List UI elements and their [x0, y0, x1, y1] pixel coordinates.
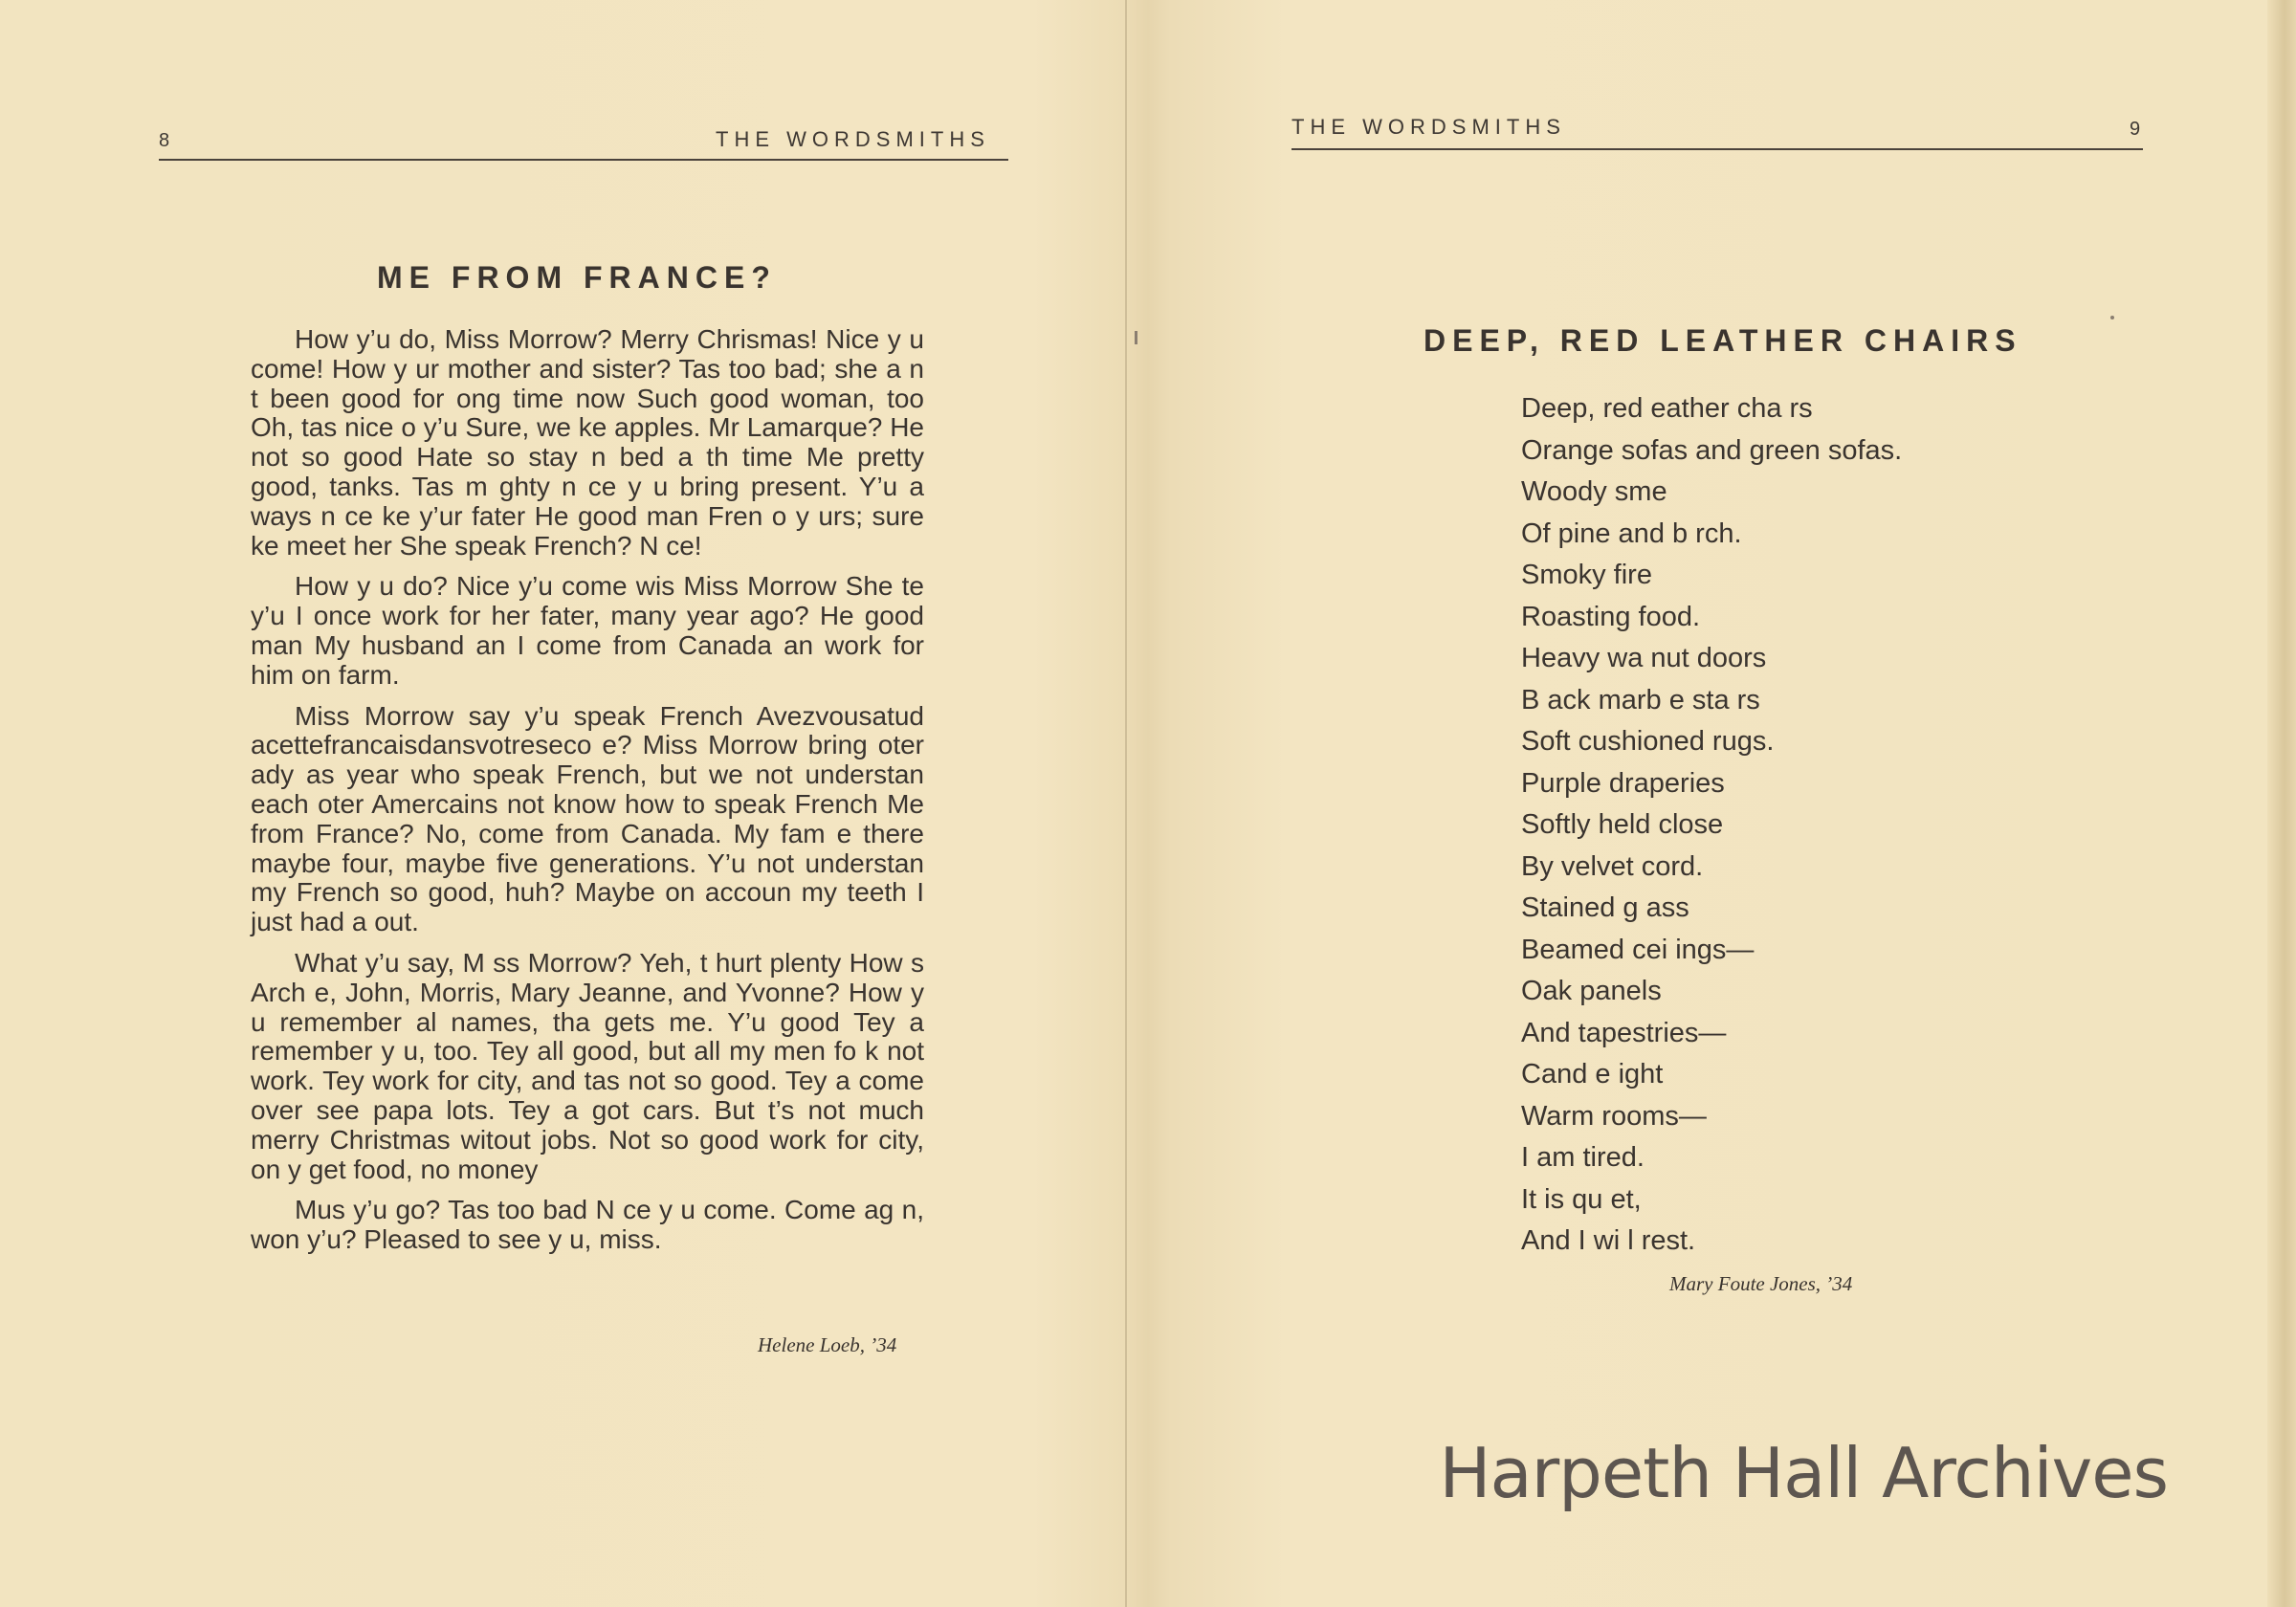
left-running-head: THE WORDSMITHS [716, 127, 990, 151]
left-header-rule [159, 159, 1008, 161]
right-running-head: THE WORDSMITHS [1292, 115, 1566, 139]
poem-line: Orange sofas and green sofas. [1521, 434, 1903, 466]
right-header-rule [1292, 148, 2143, 150]
right-signature: Mary Foute Jones, ’34 [1669, 1272, 1853, 1295]
prose-paragraph: How y’u do, Miss Morrow? Merry Chrismas! Nice y u come! How y ur mother and sister? Tas too bad; she a n t been good for ong time now Such good woman, too Oh, tas nice o y’u Sure, we ke apples. Mr Lamarque? He not so good Hate so stay n bed a th time Me pretty good, tanks. Tas m ghty n ce y u bring present. Y’u a ways n ce ke y’ur fater He good man Fren o y urs; sure ke meet her She speak French? N ce! [251, 324, 924, 561]
poem-line: It is qu et, [1521, 1183, 1642, 1215]
scan-speck [2110, 316, 2114, 319]
poem-line: Deep, red eather cha rs [1521, 393, 1813, 424]
poem-line: Heavy wa nut doors [1521, 643, 1767, 673]
poem-line: B ack marb e sta rs [1521, 684, 1760, 715]
left-piece-title: ME FROM FRANCE? [377, 260, 777, 295]
poem-line: Roasting food. [1521, 601, 1701, 632]
poem-line: I am tired. [1521, 1142, 1645, 1173]
poem-line: Oak panels [1521, 976, 1662, 1006]
prose-paragraph: Mus y’u go? Tas too bad N ce y u come. Come ag n, won y’u? Pleased to see y u, miss. [251, 1195, 924, 1255]
poem-line: Of pine and b rch. [1521, 517, 1742, 549]
prose-paragraph: Miss Morrow say y’u speak French Avezvousatud acettefrancaisdansvotreseco e? Miss Morrow bring oter ady as year who speak French, but we not understan each oter Amercains not know how to speak French Me from France? No, come from Canada. My fam e there maybe four, maybe five generations. Y’u not understan my French so good, huh? Maybe on accoun my teeth I just had a out. [251, 700, 924, 937]
scan-mark [1135, 331, 1137, 344]
right-page-number: 9 [2130, 119, 2142, 140]
poem-line: Soft cushioned rugs. [1521, 726, 1775, 757]
right-poem-title: DEEP, RED LEATHER CHAIRS [1424, 323, 2022, 358]
book-gutter [1125, 0, 1127, 1607]
poem-line: And tapestries— [1521, 1017, 1727, 1048]
left-signature: Helene Loeb, ’34 [758, 1333, 897, 1356]
prose-paragraph: How y u do? Nice y’u come wis Miss Morrow She te y’u I once work for her fater, many year ago? He good man My husband an I come from Canada an work for him on farm. [251, 571, 924, 690]
right-poem-body [1521, 388, 1980, 1263]
archive-watermark: Harpeth Hall Archives [1439, 1433, 2168, 1513]
poem-line: Purple draperies [1521, 767, 1725, 799]
page-edge [2267, 0, 2296, 1607]
left-prose-body [251, 325, 924, 1266]
left-page-number: 8 [159, 130, 171, 151]
poem-line: By velvet cord. [1521, 850, 1704, 882]
poem-line: Warm rooms— [1521, 1100, 1707, 1132]
poem-line: Smoky fire [1521, 560, 1652, 590]
poem-line: Beamed cei ings— [1521, 934, 1755, 965]
poem-line: Woody sme [1521, 476, 1667, 507]
poem-line: And I wi l rest. [1521, 1225, 1696, 1256]
poem-line: Stained g ass [1521, 892, 1689, 923]
poem-line: Cand e ight [1521, 1059, 1664, 1090]
poem-line: Softly held close [1521, 809, 1724, 840]
prose-paragraph: What y’u say, M ss Morrow? Yeh, t hurt plenty How s Arch e, John, Morris, Mary Jeanne, and Yvonne? How y u remember al names, tha gets me. Y’u good Tey a remember y u, too. Tey all good, but all my men fo k not work. Tey work for city, and tas not so good. Tey a come over see papa lots. Tey a got cars. But t’s not much merry Christmas witout jobs. Not so good work for city, on y get food, no money [251, 947, 924, 1184]
